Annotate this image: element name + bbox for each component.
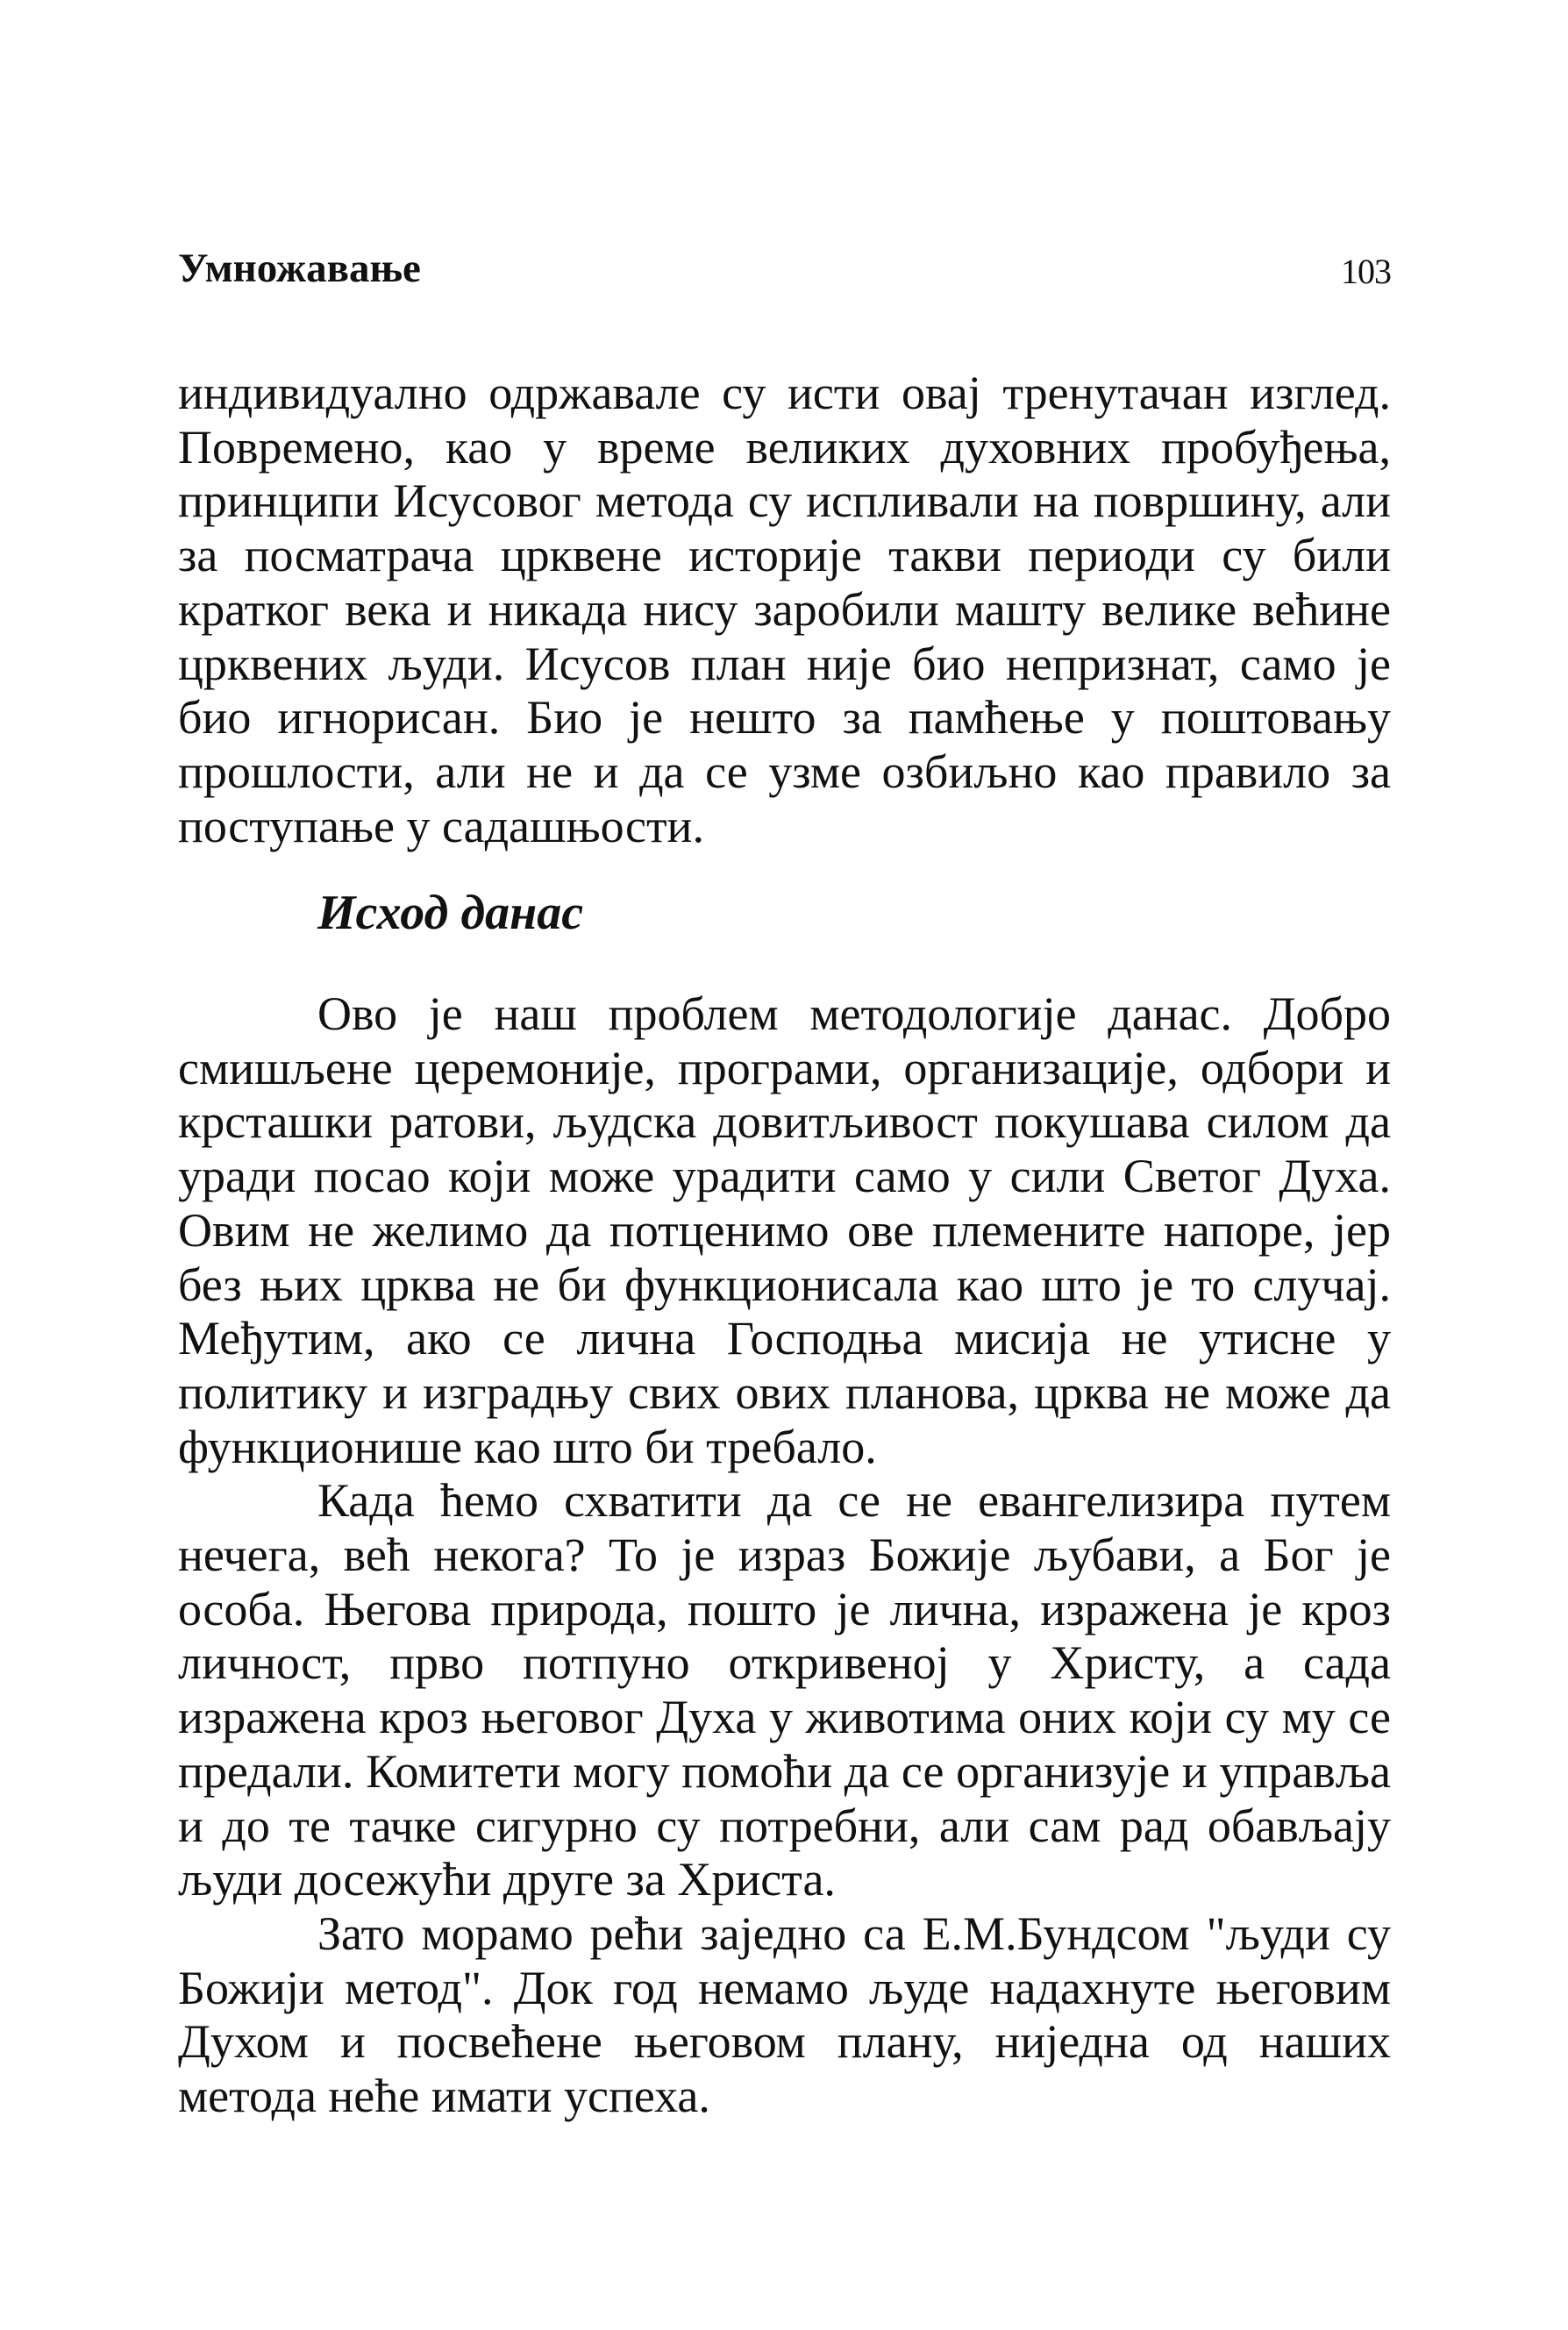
text-block-top [178, 367, 1391, 853]
paragraph-evangelism: Када ћемо схватити да се не евангелизира путем нечега, већ некога? То је израз Божије љубави, а Бог је особа. Његова природа, пошто је лична, изражена је кроз личност, прво потпуно откривеној у Христу, а сада изражена кроз његовог Духа у животима оних који су му се предали. Комитети могу помоћи да се организује и управља и до те тачке сигурно су потребни, али сам рад обављају људи досежући друге за Христа. [178, 1474, 1391, 1906]
text-block-section [178, 987, 1391, 2124]
page-number: 103 [1341, 252, 1391, 291]
paragraph-conclusion: Зато морамо рећи заједно са Е.М.Бундсом "људи су Божији метод". Док год немамо људе надахнуте његовим Духом и посвећене његовом плану, ниједна од наших метода неће имати успеха. [178, 1906, 1391, 2123]
running-title: Умножавање [178, 246, 421, 291]
paragraph-methodology: Ово је наш проблем методологије данас. Добро смишљене церемоније, програми, организације, одбори и крсташки ратови, људска довитљивост покушава силом да уради посао који може урадити само у сили Светог Духа. Овим не желимо да потценимо ове племените напоре, јер без њих црква не би функционисала као што је то случај. Међутим, ако се лична Господња мисија не утисне у политику и изградњу свих ових планова, црква не може да функционише као што би требало. [178, 987, 1391, 1473]
paragraph-continued: индивидуално одржавале су исти овај тренутачан изглед. Повремено, као у време великих духовних пробуђења, принципи Исусовог метода су испливали на површину, али за посматрача црквене историје такви периоди су били кратког века и никада нису заробили машту велике већине црквених људи. Исусов план није био непризнат, само је био игнорисан. Био је нешто за памћење у поштовању прошлости, али не и да се узме озбиљно као правило за поступање у садашњости. [178, 367, 1391, 852]
section-heading: Исход данас [317, 886, 584, 940]
